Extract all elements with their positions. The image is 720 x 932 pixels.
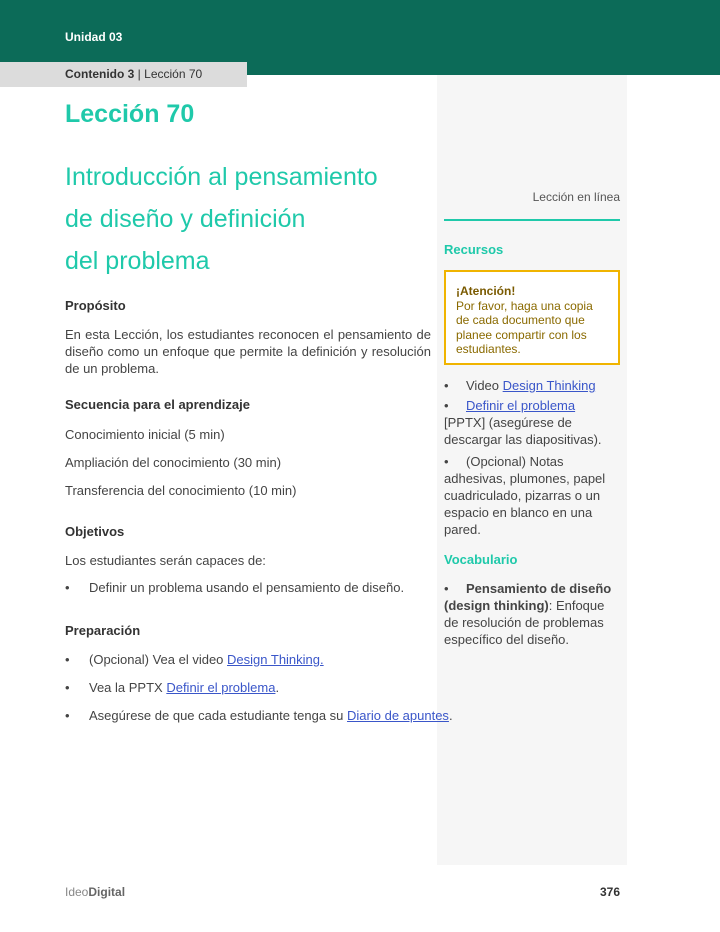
- bullet-icon: •: [65, 708, 70, 723]
- bullet-icon: •: [444, 454, 449, 469]
- lesson-number: Lección 70: [65, 100, 195, 128]
- vocab-definition: : Enfoque de resolución de problemas específico del diseño.: [444, 598, 605, 647]
- prep-item: [65, 680, 279, 695]
- attention-title: ¡Atención!: [456, 284, 516, 298]
- resource-text: [PPTX] (asegúrese de descargar las diapositivas).: [444, 415, 602, 447]
- video-link[interactable]: Design Thinking: [502, 378, 596, 393]
- vocabulary-item: [444, 580, 620, 648]
- title-line: de diseño y definición: [65, 205, 306, 233]
- preparation-heading: Preparación: [65, 623, 141, 638]
- brand-light: Ideo: [65, 885, 89, 899]
- design-thinking-link[interactable]: Design Thinking.: [227, 652, 324, 667]
- prep-text: (Opcional) Vea el video: [89, 652, 228, 667]
- resources-heading: Recursos: [444, 242, 504, 257]
- vocab-term: Pensamiento de diseño (design thinking): [444, 581, 612, 613]
- breadcrumb-lesson: Lección 70: [144, 67, 203, 81]
- objectives-intro: Los estudiantes serán capaces de:: [65, 553, 266, 568]
- breadcrumb-separator: |: [137, 67, 141, 81]
- prep-text: Asegúrese de que cada estudiante tenga su: [89, 708, 348, 723]
- pptx-link[interactable]: Definir el problema: [466, 398, 576, 413]
- objectives-heading: Objetivos: [65, 524, 125, 539]
- resource-text: Video: [466, 378, 503, 393]
- diario-apuntes-link[interactable]: Diario de apuntes: [347, 708, 449, 723]
- prep-item: [65, 708, 453, 723]
- sequence-item: Conocimiento inicial (5 min): [65, 427, 225, 442]
- objective-item: [65, 580, 404, 595]
- sequence-heading: Secuencia para el aprendizaje: [65, 397, 250, 412]
- vocabulary-heading: Vocabulario: [444, 552, 518, 567]
- resource-item: [444, 453, 620, 538]
- prep-suffix: .: [275, 680, 280, 695]
- divider: [444, 219, 620, 221]
- brand-logo: [65, 885, 125, 899]
- sequence-item: Transferencia del conocimiento (10 min): [65, 483, 297, 498]
- resource-item: [444, 397, 620, 448]
- bullet-icon: •: [444, 581, 449, 596]
- resource-text: (Opcional) Notas adhesivas, plumones, papel cuadriculado, pizarras o un espacio en blanco en una pared.: [444, 454, 606, 537]
- bullet-icon: •: [65, 580, 70, 595]
- purpose-text: En esta Lección, los estudiantes reconocen el pensamiento de diseño como un enfoque que permite la definición y resolución de un problema.: [65, 327, 431, 376]
- prep-text: Vea la PPTX: [89, 680, 167, 695]
- resource-item: [444, 377, 620, 394]
- breadcrumb: [0, 62, 247, 87]
- attention-box: [444, 270, 620, 365]
- title-line: Introducción al pensamiento: [65, 163, 378, 191]
- unit-label: Unidad 03: [65, 30, 123, 44]
- prep-suffix: .: [448, 708, 453, 723]
- bullet-icon: •: [444, 398, 449, 413]
- sequence-item: Ampliación del conocimiento (30 min): [65, 455, 282, 470]
- breadcrumb-content: Contenido 3: [65, 67, 135, 81]
- page-title: [65, 156, 425, 282]
- attention-text: Por favor, haga una copia de cada documento que planee compartir con los estudiantes.: [456, 298, 593, 356]
- bullet-icon: •: [444, 378, 449, 393]
- objective-text: Definir un problema usando el pensamiento de diseño.: [89, 580, 405, 595]
- title-line: del problema: [65, 247, 210, 275]
- brand-bold: Digital: [88, 885, 126, 899]
- page-number: 376: [599, 885, 620, 899]
- prep-item: [65, 652, 324, 667]
- online-lesson-label: Lección en línea: [532, 190, 620, 204]
- purpose-heading: Propósito: [65, 298, 126, 313]
- definir-problema-link[interactable]: Definir el problema: [166, 680, 276, 695]
- bullet-icon: •: [65, 652, 70, 667]
- bullet-icon: •: [65, 680, 70, 695]
